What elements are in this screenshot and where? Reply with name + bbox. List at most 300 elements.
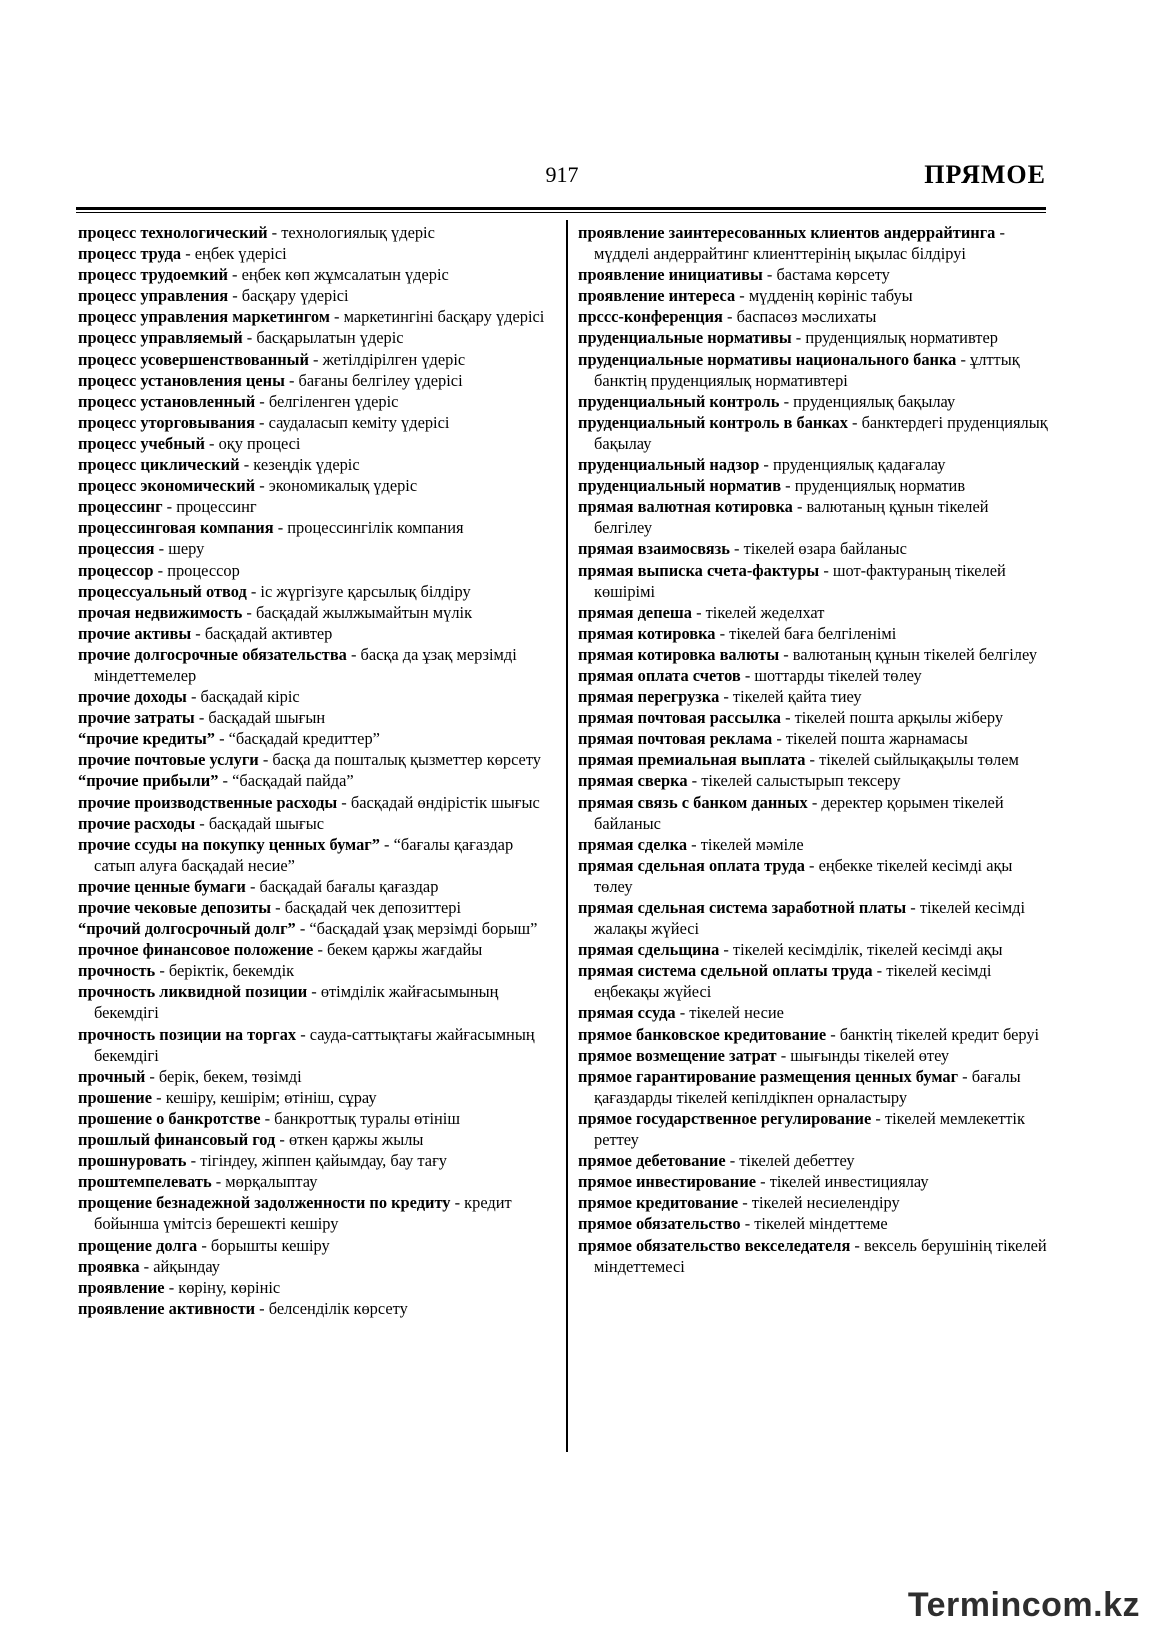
entry-separator: - [245,876,260,896]
dictionary-entry [578,1045,1048,1066]
entry-term: “прочие кредиты” [78,729,215,749]
entry-separator: - [154,539,169,559]
dictionary-entry [578,454,1048,475]
dictionary-entry [578,728,1048,749]
entry-definition: айқындау [153,1256,220,1276]
dictionary-entry [578,560,1048,602]
entry-definition: тікелей өзара байланыс [743,539,907,559]
entry-term: прочие почтовые услуги [78,750,259,770]
entry-separator: - [164,1277,179,1297]
dictionary-entry [78,770,548,791]
column-divider [566,220,568,1452]
entry-term: процесс управления [78,286,229,306]
entry-term: прочие ссуды на покупку ценных бумаг” [78,834,380,854]
dictionary-entry [78,728,548,749]
entry-separator: - [872,961,887,981]
entry-separator: - [258,750,273,770]
dictionary-entry [78,391,548,412]
entry-definition: шот-фактураның тікелей көшірімі [594,560,1006,601]
entry-definition: “басқадай ұзақ мерзімді борыш” [309,919,538,939]
entry-term: прямое государственное регулирование [578,1108,872,1128]
left-column [78,222,548,1319]
entry-term: прямое дебетование [578,1151,726,1171]
dictionary-entry [78,686,548,707]
entry-term: прямая сделка [578,834,688,854]
dictionary-entry [78,939,548,960]
entry-term: процессия [78,539,155,559]
entry-term: прочное финансовое положение [78,940,314,960]
entry-separator: - [329,307,344,327]
page-number: 917 [545,162,579,187]
dictionary-entry [578,475,1048,496]
header-rule-thick [76,207,1046,210]
dictionary-entry [578,327,1048,348]
dictionary-entry [578,1235,1048,1277]
dictionary-entry [78,813,548,834]
entry-term: пруденциальный контроль [578,391,780,411]
entry-definition: тікелей инвестициялау [769,1172,929,1192]
dictionary-entry [578,538,1048,559]
entry-definition: басқа да ұзақ мерзімді міндеттемелер [94,644,517,685]
dictionary-entry [578,834,1048,855]
entry-separator: - [246,581,261,601]
entry-term: прочие производственные расходы [78,792,338,812]
entry-definition: кредит бойынша үмітсіз берешекті кешіру [94,1193,512,1234]
entry-definition: тікелей мәміле [700,834,804,854]
dictionary-entry [78,876,548,897]
entry-separator: - [779,391,794,411]
dictionary-entry [78,1129,548,1150]
dictionary-entry [78,834,548,876]
dictionary-entry [78,749,548,770]
dictionary-entry [578,749,1048,770]
entry-term: прямая сдельщина [578,940,720,960]
dictionary-entry [78,897,548,918]
dictionary-entry [78,1150,548,1171]
entry-separator: - [807,792,822,812]
entry-definition: іс жүргізуге қарсылық білдіру [260,581,471,601]
entry-term: прочие долгосрочные обязательства [78,644,347,664]
entry-term: пруденциальные нормативы национального банка [578,349,957,369]
entry-definition: шығынды тікелей өтеу [790,1045,950,1065]
entry-definition: мүдделі андеррайтинг клиенттерінің ықылас білдіруі [594,244,966,264]
entry-separator: - [725,1151,740,1171]
entry-definition: тікелей салыстырып тексеру [701,771,901,791]
entry-term: пруденциальный норматив [578,476,782,496]
entry-term: прямая почтовая реклама [578,729,773,749]
dictionary-entry [578,602,1048,623]
entry-term: прошнуровать [78,1151,187,1171]
dictionary-entry [78,349,548,370]
entry-definition: деректер қорымен тікелей байланыс [594,792,1004,833]
entry-term: процесс уторговывания [78,412,255,432]
entry-separator: - [958,1066,972,1086]
dictionary-entry [78,707,548,728]
entry-separator: - [162,497,177,517]
entry-separator: - [267,223,282,242]
entry-separator: - [756,1172,770,1192]
entry-separator: - [871,1108,885,1128]
entry-term: проштемпелевать [78,1172,212,1192]
entry-definition: тікелей дебеттеу [739,1151,855,1171]
entry-definition: валютаның құнын тікелей белгілеу [594,497,989,538]
entry-term: прямая выписка счета-фактуры [578,560,820,580]
entry-definition: басқадай шығын [208,708,326,728]
entry-term: прошение о банкротстве [78,1108,261,1128]
dictionary-entry [578,1002,1048,1023]
entry-separator: - [239,455,254,475]
entry-definition: пруденциялық норматив [794,476,966,496]
entry-separator: - [759,455,773,475]
entry-separator: - [139,1256,154,1276]
entry-definition: тікелей кесімді жалақы жүйесі [594,898,1026,939]
entry-separator: - [675,1003,690,1023]
dictionary-entry [578,897,1048,939]
entry-term: проявление [78,1277,165,1297]
entry-separator: - [273,518,288,538]
entry-term: прочность [78,961,156,981]
dictionary-entry [578,665,1048,686]
entry-definition: тікелей кесімділік, тікелей кесімді ақы [732,940,1003,960]
entry-separator: - [255,1298,269,1318]
entry-definition: бастама көрсету [776,265,890,285]
entry-separator: - [153,560,168,580]
dictionary-entry [78,581,548,602]
entry-separator: - [186,1151,201,1171]
entry-definition: тікелей кесімді еңбекақы жүйесі [594,961,992,1002]
entry-definition: саудаласып кеміту үдерісі [268,412,450,432]
entry-separator: - [740,665,755,685]
entry-term: “прочие прибыли” [78,771,219,791]
dictionary-entry [78,475,548,496]
entry-separator: - [197,1235,211,1255]
entry-definition: баспасөз мәслихаты [736,307,877,327]
dictionary-entry [578,707,1048,728]
entry-separator: - [284,370,299,390]
entry-separator: - [295,919,310,939]
entry-separator: - [308,349,323,369]
dictionary-entry [78,602,548,623]
entry-separator: - [791,328,806,348]
entry-definition: өтімділік жайғасымының бекемдігі [94,982,499,1023]
entry-separator: - [995,223,1005,242]
entry-term: прямая сдельная система заработной платы [578,898,907,917]
entry-definition: тікелей қайта тиеу [732,687,862,707]
entry-term: процесс управляемый [78,328,243,348]
dictionary-entry [578,496,1048,538]
entry-definition: еңбекке тікелей кесімді ақы төлеу [594,855,1013,896]
entry-separator: - [242,602,256,622]
entry-term: процесс установления цены [78,370,285,390]
entry-definition: беріктік, бекемдік [168,961,295,981]
entry-term: процессор [78,560,154,580]
entry-definition: бекем қаржы жағдайы [327,940,483,960]
dictionary-entry [578,412,1048,454]
entry-term: прочие затраты [78,708,195,728]
entry-separator: - [255,476,269,496]
entry-separator: - [847,412,862,432]
entry-term: проявление заинтересованных клиентов андеррайтинга [578,223,996,242]
entry-term: процессинговая компания [78,518,274,538]
entry-separator: - [729,539,744,559]
dictionary-entry [578,960,1048,1002]
entry-term: проявка [78,1256,140,1276]
entry-term: проявление интереса [578,286,736,306]
entry-term: процесс учебный [78,433,205,453]
entry-definition: кешіру, кешірім; өтініш, сұрау [165,1087,377,1107]
entry-separator: - [254,412,269,432]
dictionary-entry [578,264,1048,285]
entry-separator: - [738,1193,752,1213]
entry-separator: - [805,750,820,770]
entry-definition: өткен қаржы жылы [288,1130,424,1150]
entry-definition: тікелей сыйлықақылы төлем [819,750,1019,770]
entry-definition: процессинг [176,497,257,517]
dictionary-entry [578,1066,1048,1108]
entry-separator: - [260,1108,275,1128]
entry-term: прощение долга [78,1235,198,1255]
entry-separator: - [691,602,706,622]
entry-definition: “бағалы қағаздар сатып алуға басқадай несие” [94,834,514,875]
dictionary-entry [78,1277,548,1298]
header-rule-thin [76,212,1046,213]
dictionary-entry [578,1108,1048,1150]
entry-separator: - [204,433,219,453]
entry-separator: - [296,1024,310,1044]
dictionary-entry [78,981,548,1023]
entry-term: прямое инвестирование [578,1172,757,1192]
entry-separator: - [337,792,351,812]
entry-definition: тікелей пошта жарнамасы [785,729,968,749]
entry-separator: - [776,1045,791,1065]
entry-separator: - [826,1024,840,1044]
dictionary-entry [578,644,1048,665]
entry-definition: бағалы қағаздарды тікелей кепілдікпен орналастыру [594,1066,1021,1107]
entry-definition: тікелей жеделхат [705,602,825,622]
entry-separator: - [792,497,807,517]
entry-separator: - [145,1066,159,1086]
entry-definition: белсенділік көрсету [268,1298,408,1318]
dictionary-entry [78,1192,548,1234]
entry-definition: тігіндеу, жіппен қайымдау, бау тағу [200,1151,447,1171]
entry-separator: - [850,1235,864,1255]
entry-definition: белгіленген үдеріс [268,391,399,411]
dictionary-entry [578,1024,1048,1045]
entry-definition: көріну, көрініс [178,1277,281,1297]
dictionary-entry [78,1024,548,1066]
entry-definition: басқа да пошталық қызметтер көрсету [272,750,541,770]
entry-definition: шеру [168,539,205,559]
entry-definition: еңбек үдерісі [194,244,287,264]
entry-term: процесс циклический [78,455,240,475]
entry-definition: жетілдірілген үдеріс [322,349,466,369]
entry-term: пруденциальные нормативы [578,328,792,348]
entry-definition: басқадай чек депозиттері [284,898,462,917]
dictionary-entry [578,285,1048,306]
entry-term: прочая недвижимость [78,602,243,622]
entry-term: прошлый финансовый год [78,1130,276,1150]
entry-separator: - [687,834,701,854]
entry-term: процессинг [78,497,163,517]
entry-separator: - [194,708,209,728]
entry-term: процесс трудоемкий [78,265,228,285]
entry-separator: - [218,771,233,791]
entry-term: прямая котировка [578,623,716,643]
dictionary-entry [78,412,548,433]
dictionary-entry [578,686,1048,707]
entry-definition: тікелей баға белгіленімі [729,623,897,643]
entry-definition: тікелей несиелендіру [751,1193,900,1213]
entry-definition: оқу процесі [218,433,301,453]
entry-term: прямое обязательство векселедателя [578,1235,851,1255]
dictionary-entry [578,939,1048,960]
dictionary-entry [78,496,548,517]
right-column [578,222,1048,1277]
dictionary-entry [78,918,548,939]
entry-term: прочие расходы [78,813,196,833]
dictionary-entry [578,1192,1048,1213]
dictionary-entry [578,770,1048,791]
dictionary-entry [578,1171,1048,1192]
entry-separator: - [780,708,795,728]
dictionary-entry [78,1108,548,1129]
entry-separator: - [307,982,321,1002]
dictionary-entry [578,792,1048,834]
entry-definition: сауда-саттықтағы жайғасымның бекемдігі [94,1024,535,1065]
entry-separator: - [186,687,201,707]
entry-definition: “басқадай кредиттер” [228,729,380,749]
entry-separator: - [191,623,205,643]
dictionary-entry [578,623,1048,644]
entry-term: прочный [78,1066,146,1086]
dictionary-entry [78,792,548,813]
dictionary-entry [78,644,548,686]
entry-definition: басқадай кіріс [200,687,300,707]
entry-definition: тікелей несие [689,1003,784,1023]
entry-term: прямая система сдельной оплаты труда [578,961,873,981]
dictionary-entry [578,1150,1048,1171]
entry-separator: - [819,560,833,580]
entry-term: прямая сверка [578,771,688,791]
entry-separator: - [181,244,195,264]
entry-separator: - [228,286,242,306]
dictionary-entry [78,1066,548,1087]
entry-term: прямое возмещение затрат [578,1045,777,1065]
entry-term: процессуальный отвод [78,581,247,601]
entry-separator: - [740,1214,755,1234]
entry-definition: пруденциялық бақылау [793,391,956,411]
entry-term: прямое гарантирование размещения ценных бумаг [578,1066,959,1086]
entry-definition: банктердегі пруденциялық бақылау [594,412,1048,453]
entry-definition: пруденциялық нормативтер [805,328,998,348]
entry-separator: - [275,1130,289,1150]
entry-separator: - [313,940,327,960]
dictionary-entry [578,306,1048,327]
dictionary-entry [78,243,548,264]
entry-term: процесс труда [78,244,182,264]
dictionary-entry [78,517,548,538]
dictionary-entry [78,370,548,391]
entry-term: прямая перегрузка [578,687,720,707]
entry-separator: - [722,307,737,327]
entry-definition: мөрқалыптау [225,1172,318,1192]
entry-term: прямое кредитование [578,1193,739,1213]
dictionary-entry [78,264,548,285]
entry-separator: - [255,391,269,411]
entry-term: прочность ликвидной позиции [78,982,308,1002]
dictionary-entry [78,623,548,644]
dictionary-entry [78,306,548,327]
entry-term: прямое банковское кредитование [578,1024,827,1044]
entry-separator: - [719,940,733,960]
entry-term: проявление инициативы [578,265,763,285]
dictionary-entry [78,222,548,243]
entry-definition: “басқадай пайда” [232,771,354,791]
entry-term: процесс экономический [78,476,256,496]
dictionary-entry [78,960,548,981]
entry-definition: технологиялық үдеріс [281,223,435,242]
entry-definition: берік, бекем, төзімді [158,1066,302,1086]
entry-term: прямая ссуда [578,1003,676,1023]
entry-definition: кезеңдік үдеріс [253,455,360,475]
entry-separator: - [227,265,242,285]
entry-definition: валютаның құнын тікелей белгілеу [792,644,1038,664]
entry-separator: - [687,771,702,791]
entry-definition: басқадай өндірістік шығыс [350,792,540,812]
entry-term: проявление активности [78,1298,256,1318]
entry-term: прочие чековые депозиты [78,898,272,917]
entry-separator: - [271,898,285,917]
entry-separator: - [242,328,257,348]
dictionary-entry [78,538,548,559]
dictionary-entry [78,560,548,581]
running-head: ПРЯМОЕ [924,160,1046,189]
entry-separator: - [211,1172,226,1192]
entry-definition: тікелей міндеттеме [754,1214,888,1234]
entry-term: процесс технологический [78,223,268,242]
entry-definition: экономикалық үдеріс [268,476,418,496]
entry-term: “прочий долгосрочный долг” [78,919,296,939]
dictionary-entry [578,1213,1048,1234]
entry-separator: - [779,644,793,664]
entry-definition: басқарылатын үдеріс [256,328,404,348]
entry-definition: шоттарды тікелей төлеу [754,665,922,685]
dictionary-entry [578,855,1048,897]
entry-term: процесс управления маркетингом [78,307,330,327]
entry-term: прочность позиции на торгах [78,1024,297,1044]
dictionary-entry [78,1256,548,1277]
entry-definition: процессингілік компания [287,518,464,538]
entry-separator: - [719,687,733,707]
entry-separator: - [379,834,394,854]
entry-term: прямая сдельная оплата труда [578,855,805,875]
entry-definition: ұлттық банктің пруденциялық нормативтері [594,349,1020,390]
dictionary-entry [78,327,548,348]
dictionary-entry [578,391,1048,412]
entry-separator: - [155,961,169,981]
dictionary-entry [78,285,548,306]
dictionary-entry [78,1087,548,1108]
entry-definition: басқару үдерісі [241,286,349,306]
entry-term: прямая депеша [578,602,692,622]
entry-term: прощение безнадежной задолженности по кредиту [78,1193,451,1213]
entry-definition: борышты кешіру [210,1235,330,1255]
entry-definition: пруденциялық қадағалау [772,455,946,475]
entry-term: прошение [78,1087,153,1107]
dictionary-entry [78,433,548,454]
termincom-logo[interactable] [908,1586,1140,1625]
entry-definition: бағаны белгілеу үдерісі [298,370,463,390]
